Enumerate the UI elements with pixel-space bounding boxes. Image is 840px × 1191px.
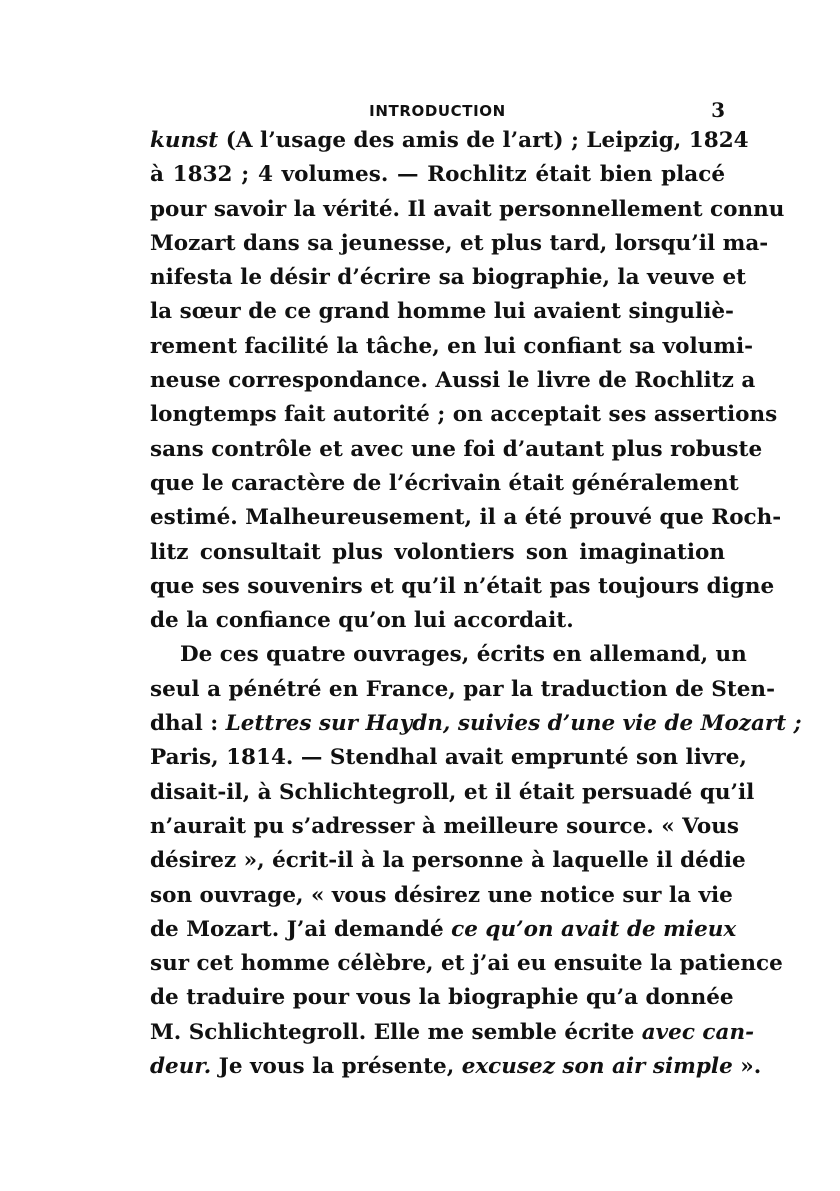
italic-phrase: ce qu’on avait de mieux <box>451 916 737 942</box>
paragraph-1 <box>150 124 785 638</box>
text-line: rement facilité la tâche, en lui confiant sa volumi- <box>150 333 754 359</box>
text-line <box>150 707 802 741</box>
text-line: nifesta le désir d’écrire sa biographie, la veuve et <box>150 265 747 291</box>
text-line: Mozart dans sa jeunesse, et plus tard, lorsqu’il ma- <box>150 230 769 256</box>
text-line <box>150 913 737 947</box>
italic-phrase: deur. <box>150 1054 212 1080</box>
text-line: sans contrôle et avec une foi d’autant plus robuste <box>150 436 763 462</box>
text-line: de traduire pour vous la biographie qu’a donnée <box>150 985 734 1011</box>
text-line: Paris, 1814. — Stendhal avait emprunté son livre, <box>150 745 747 771</box>
text-line: disait-il, à Schlichtegroll, et il était persuadé qu’il <box>150 779 755 805</box>
text-line: désirez », écrit-il à la personne à laquelle il dédie <box>150 848 746 874</box>
italic-phrase: excusez son air simple <box>461 1054 733 1080</box>
running-title: INTRODUCTION <box>369 102 506 120</box>
text-line <box>150 1050 762 1084</box>
text-line: De ces quatre ouvrages, écrits en allemand, un <box>180 642 747 668</box>
text-line: que le caractère de l’écrivain était généralement <box>150 470 739 496</box>
text-line: neuse correspondance. Aussi le livre de Rochlitz a <box>150 368 756 394</box>
page-number: 3 <box>711 98 725 122</box>
text-run: de Mozart. J’ai demandé <box>150 916 452 942</box>
text-line: son ouvrage, « vous désirez une notice sur la vie <box>150 882 733 908</box>
text-line: que ses souvenirs et qu’il n’était pas toujours digne <box>150 573 775 599</box>
text-run: M. Schlichtegroll. Elle me semble écrite <box>150 1019 642 1045</box>
text-line: n’aurait pu s’adresser à meilleure source. « Vous <box>150 813 739 839</box>
italic-phrase: avec can- <box>641 1019 755 1045</box>
book-page <box>150 92 802 1084</box>
text-line: à 1832 ; 4 volumes. — Rochlitz était bien placé <box>150 162 725 188</box>
text-line: de la confiance qu’on lui accordait. <box>150 608 574 634</box>
italic-word: kunst <box>150 128 219 153</box>
text-line: la sœur de ce grand homme lui avaient singuliè- <box>150 299 734 325</box>
text-line <box>150 124 749 158</box>
body-text <box>150 124 802 1084</box>
italic-title: Lettres sur Haydn, suivies d’une vie de Mozart ; <box>225 711 802 737</box>
text-line: estimé. Malheureusement, il a été prouvé que Roch- <box>150 505 782 531</box>
text-run: (A l’usage des amis de l’art) ; Leipzig, 1824 <box>218 128 749 153</box>
text-run: Je vous la présente, <box>211 1054 462 1080</box>
paragraph-2 <box>150 638 802 1084</box>
text-line: longtemps fait autorité ; on acceptait ses assertions <box>150 402 778 428</box>
text-run: dhal : <box>150 711 226 737</box>
text-line: sur cet homme célèbre, et j’ai eu ensuite la patience <box>150 951 783 977</box>
running-head <box>150 92 725 120</box>
text-line <box>150 1016 755 1050</box>
text-run: ». <box>732 1054 762 1080</box>
text-line: litz consultait plus volontiers son imagination <box>150 539 725 565</box>
text-line: pour savoir la vérité. Il avait personnellement connu <box>150 196 785 222</box>
text-line: seul a pénétré en France, par la traduction de Sten- <box>150 676 775 702</box>
